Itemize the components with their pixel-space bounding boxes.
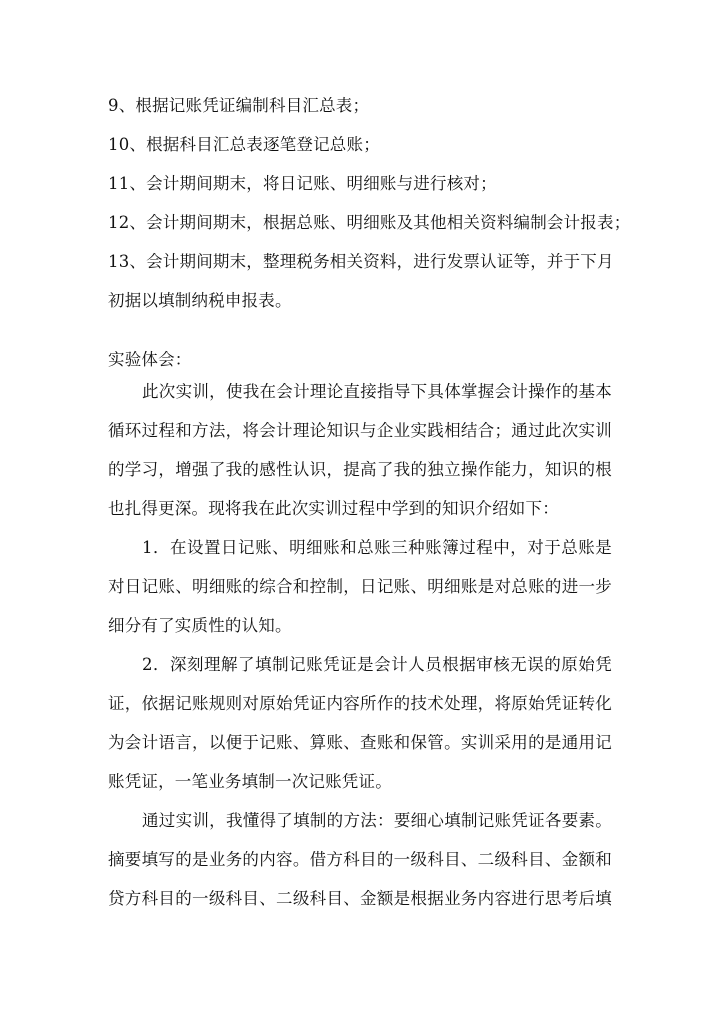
paragraph-3-line-1: 2．深刻理解了填制记账凭证是会计人员根据审核无误的原始凭 — [142, 655, 612, 674]
paragraph-1-line-3: 的学习，增强了我的感性认识，提高了我的独立操作能力，知识的根 — [108, 460, 612, 479]
paragraph-4-line-1: 通过实训，我懂得了填制的方法：要细心填制记账凭证各要素。 — [142, 811, 612, 830]
paragraph-1-line-2: 循环过程和方法，将会计理论知识与企业实践相结合；通过此次实训 — [108, 421, 612, 440]
step-12: 12、会计期间期末，根据总账、明细账及其他相关资料编制会计报表； — [108, 213, 631, 232]
paragraph-1-line-4: 也扎得更深。现将我在此次实训过程中学到的知识介绍如下： — [108, 499, 559, 518]
step-13-line-1: 13、会计期间期末，整理税务相关资料，进行发票认证等，并于下月 — [108, 252, 614, 271]
paragraph-3-line-4: 账凭证，一笔业务填制一次记账凭证。 — [108, 772, 392, 791]
section-title: 实验体会： — [108, 350, 192, 369]
paragraph-3-line-3: 为会计语言，以便于记账、算账、查账和保管。实训采用的是通用记 — [108, 733, 612, 752]
paragraph-1-line-1: 此次实训，使我在会计理论直接指导下具体掌握会计操作的基本 — [142, 382, 612, 401]
paragraph-4-line-2: 摘要填写的是业务的内容。借方科目的一级科目、二级科目、金额和 — [108, 850, 612, 869]
step-9: 9、根据记账凭证编制科目汇总表； — [108, 96, 370, 115]
step-10: 10、根据科目汇总表逐笔登记总账； — [108, 135, 380, 154]
paragraph-3-line-2: 证，依据记账规则对原始凭证内容所作的技术处理，将原始凭证转化 — [108, 694, 612, 713]
paragraph-2-line-1: 1．在设置日记账、明细账和总账三种账簿过程中，对于总账是 — [142, 538, 612, 557]
paragraph-2-line-3: 细分有了实质性的认知。 — [108, 616, 292, 635]
step-13-line-2: 初据以填制纳税申报表。 — [108, 291, 292, 310]
paragraph-2-line-2: 对日记账、明细账的综合和控制，日记账、明细账是对总账的进一步 — [108, 577, 612, 596]
step-11: 11、会计期间期末，将日记账、明细账与进行核对； — [108, 174, 497, 193]
paragraph-4-line-3: 贷方科目的一级科目、二级科目、金额是根据业务内容进行思考后填 — [108, 889, 612, 908]
